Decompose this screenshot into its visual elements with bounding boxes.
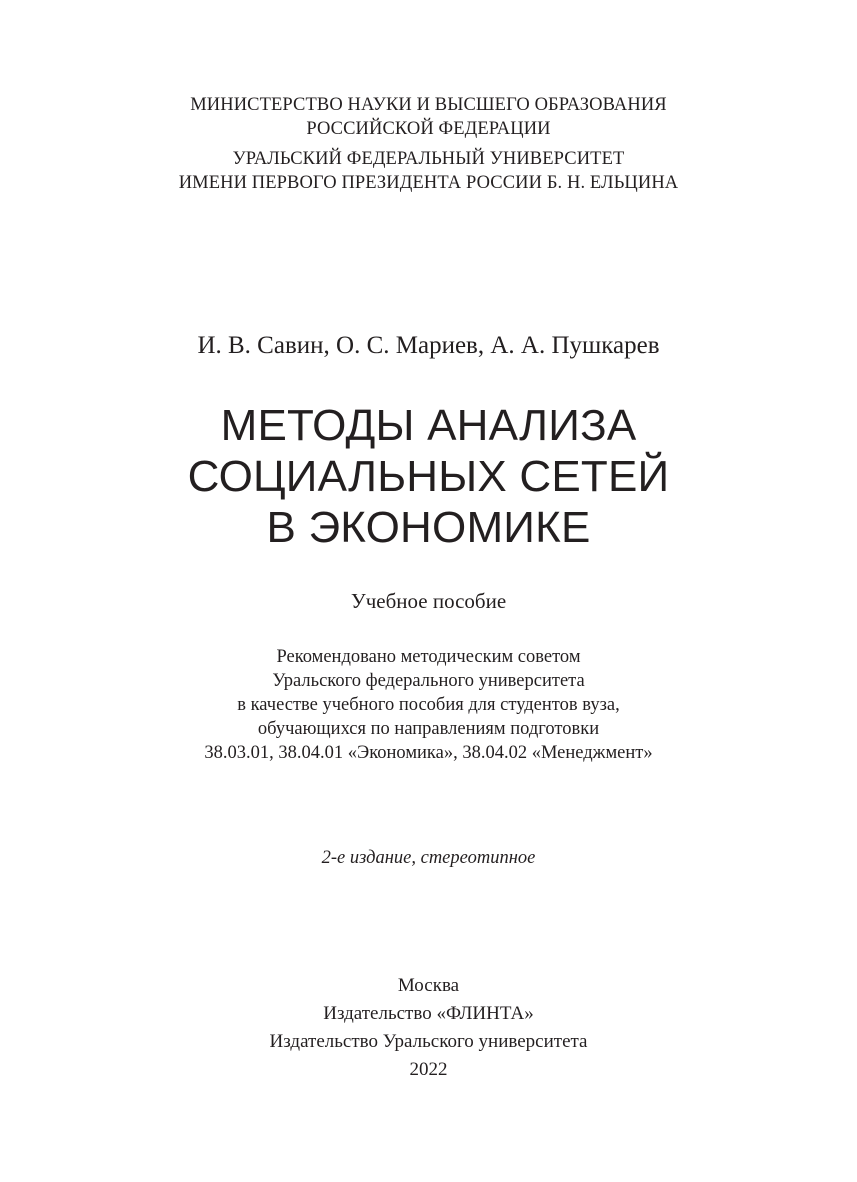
book-subtitle: [0, 588, 857, 614]
university-line-2: ИМЕНИ ПЕРВОГО ПРЕЗИДЕНТА РОССИИ Б. Н. ЕЛЬЦИНА: [178, 173, 679, 193]
title-line-1: МЕТОДЫ АНАЛИЗА: [220, 401, 637, 450]
recommendation: [0, 645, 857, 765]
authors-line: И. В. Савин, О. С. Мариев, А. А. Пушкарев: [197, 332, 660, 359]
subtitle-line: Учебное пособие: [350, 589, 507, 613]
ministry-line-2: РОССИЙСКОЙ ФЕДЕРАЦИИ: [306, 119, 551, 139]
edition-note: [0, 846, 857, 870]
recommendation-line-5: 38.03.01, 38.04.01 «Экономика», 38.04.02 «Менеджмент»: [204, 743, 653, 763]
institution-header: [0, 93, 857, 195]
publisher-name-1: Издательство «ФЛИНТА»: [323, 1003, 534, 1024]
publisher-city: Москва: [397, 975, 460, 996]
title-line-3: В ЭКОНОМИКЕ: [266, 503, 591, 552]
edition-line: 2-е издание, стереотипное: [321, 848, 536, 868]
ministry-line-1: МИНИСТЕРСТВО НАУКИ И ВЫСШЕГО ОБРАЗОВАНИЯ: [190, 95, 667, 115]
authors: [0, 330, 857, 362]
title-line-2: СОЦИАЛЬНЫХ СЕТЕЙ: [187, 452, 670, 501]
recommendation-line-2: Уральского федерального университета: [272, 671, 585, 691]
book-title: [0, 400, 857, 553]
university-line-1: УРАЛЬСКИЙ ФЕДЕРАЛЬНЫЙ УНИВЕРСИТЕТ: [232, 149, 625, 169]
publisher-info: [0, 972, 857, 1084]
recommendation-line-1: Рекомендовано методическим советом: [276, 647, 581, 667]
recommendation-line-4: обучающихся по направлениям подготовки: [257, 719, 600, 739]
recommendation-line-3: в качестве учебного пособия для студентов вуза,: [237, 695, 620, 715]
publisher-name-2: Издательство Уральского университета: [269, 1031, 588, 1052]
publication-year: 2022: [409, 1059, 448, 1080]
